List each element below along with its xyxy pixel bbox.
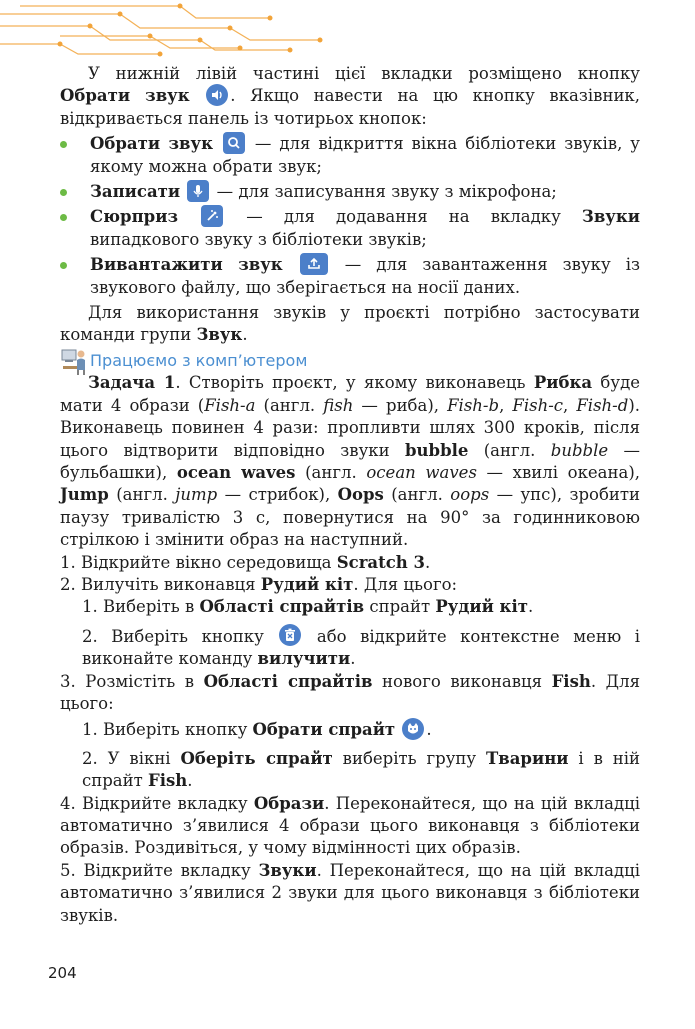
step-number: 1. <box>60 552 76 572</box>
group-paragraph <box>60 302 640 347</box>
intro-text-1: У нижній лівій частині цієї вкладки розміщено кнопку <box>88 64 640 83</box>
step-text: Виберіть кнопку <box>97 626 278 646</box>
step-bold: Звуки <box>258 860 317 880</box>
task-text: — упс), зробити паузу тривалістю 3 с, повернутися на 90° за годинниковою стрілкою і змінити образ на наступний. <box>60 485 641 550</box>
task-text: (англ. <box>295 462 367 482</box>
step-1 <box>0 552 640 574</box>
bullet-text: — для завантаження звуку із звукового файлу, що зберігається на носії даних. <box>90 255 640 297</box>
step-number: 1. <box>82 720 98 740</box>
task-italic: bubble <box>550 440 609 460</box>
choose-sound-icon <box>206 84 228 106</box>
task-italic: fish <box>323 395 354 415</box>
step-bold: Оберіть спрайт <box>180 748 333 768</box>
bullet-label: Сюрприз <box>90 207 178 227</box>
bullet-dot <box>60 141 67 148</box>
step-text: і в ній спрайт <box>82 748 641 791</box>
task-text: буде мати 4 образи ( <box>60 373 641 415</box>
bullet-dot <box>60 214 67 221</box>
task-paragraph <box>60 372 640 551</box>
intro-button-name: Обрати звук <box>60 86 190 106</box>
task-italic: Fish-a <box>204 395 256 415</box>
list-item <box>60 206 640 251</box>
step-text: . <box>187 771 193 791</box>
step-text: . <box>425 552 431 572</box>
step-bold: вилучити <box>257 649 351 669</box>
step-text: або відкрийте контекстне меню і виконайте команду <box>82 626 640 669</box>
step-bold: Області спрайтів <box>199 597 365 617</box>
page-number: 204 <box>48 964 77 982</box>
task-bold: ocean waves <box>176 462 296 482</box>
step-text: . <box>527 597 534 617</box>
task-bold: bubble <box>405 440 469 460</box>
computer-work-icon <box>60 346 88 376</box>
bullet-label: Вивантажити звук <box>90 255 283 275</box>
list-item <box>60 181 640 203</box>
step-text: . <box>350 649 356 669</box>
surprise-icon <box>201 205 223 227</box>
task-text: — риба), <box>353 395 448 415</box>
task-italic: ocean waves <box>366 462 477 482</box>
group-text-2: . <box>242 325 248 345</box>
step-bold: Обрати спрайт <box>252 720 396 740</box>
task-italic: jump <box>175 485 218 505</box>
bullet-bold: Звуки <box>581 207 641 227</box>
section-heading <box>60 350 640 372</box>
step-4 <box>60 793 640 860</box>
header-decoration <box>0 0 330 60</box>
step-text: Розмістіть в <box>75 671 204 691</box>
step-text: . Для цього: <box>60 671 640 713</box>
group-text-1: Для використання звуків у проєкті потрібно застосувати команди групи <box>60 303 640 345</box>
step-text: нового виконавця <box>372 671 552 691</box>
step-number: 4. <box>60 793 76 813</box>
task-text: — стрибок), <box>217 485 338 505</box>
task-bold: Jump <box>60 485 109 505</box>
step-text: . Переконайтеся, що на цій вкладці автоматично з’явилися 2 звуки для цього виконавця з бібліотеки звуків. <box>60 860 640 925</box>
section-title: Працюємо з комп’ютером <box>90 350 308 370</box>
task-text: , <box>499 395 513 415</box>
step-text: спрайт <box>364 597 436 617</box>
step-number: 1. <box>82 597 98 617</box>
task-text: ). Виконавець повинен 4 рази: пропливти шлях 300 кроків, після цього відтворити відповідно звуки <box>60 395 641 460</box>
step-bold: Scratch 3 <box>336 552 426 572</box>
step-3-2 <box>82 748 640 793</box>
microphone-icon <box>187 180 209 202</box>
upload-icon <box>300 253 328 275</box>
step-text: Відкрийте вкладку <box>75 860 259 880</box>
task-bold: Рибка <box>533 373 593 393</box>
step-2-2 <box>82 626 640 671</box>
step-3-1 <box>82 719 640 741</box>
step-text: . Переконайтеся, що на цій вкладці автоматично з’явилися 4 образи цього виконавця з бібліотеки образів. Роздивіться, у чому відмінності цих образів. <box>60 793 640 858</box>
step-text: Виберіть в <box>97 597 200 617</box>
bullet-text-2: випадкового звуку з бібліотеки звуків; <box>90 229 427 249</box>
step-bold: Області спрайтів <box>203 671 373 691</box>
bullet-dot <box>60 189 67 196</box>
task-bold: Oops <box>337 485 384 505</box>
bullet-text: — для відкриття вікна бібліотеки звуків, у якому можна обрати звук; <box>90 134 640 176</box>
step-number: 2. <box>82 748 98 768</box>
step-text: У вікні <box>97 748 181 768</box>
step-text: Відкрийте вікно середовища <box>75 552 337 572</box>
step-text: Виберіть кнопку <box>97 720 253 740</box>
list-item <box>60 133 640 178</box>
step-bold: Fish <box>148 771 188 791</box>
step-text: Відкрийте вкладку <box>75 793 254 813</box>
group-bold: Звук <box>196 325 243 345</box>
list-item <box>60 254 640 299</box>
intro-paragraph <box>60 63 640 130</box>
task-label: Задача 1 <box>88 373 176 393</box>
step-bold: Образи <box>253 793 325 813</box>
step-number: 3. <box>60 671 76 691</box>
step-5 <box>60 860 640 927</box>
step-number: 2. <box>60 574 76 594</box>
choose-sprite-icon <box>402 718 424 740</box>
intro-text-2: . Якщо навести на цю кнопку вказівник, відкривається панель із чотирьох кнопок: <box>60 86 640 128</box>
task-italic: Fish-d <box>576 395 629 415</box>
bullet-text: — для записування звуку з мікрофона; <box>211 182 557 202</box>
bullet-label: Обрати звук <box>90 134 213 154</box>
button-list <box>60 133 640 299</box>
task-text: (англ. <box>255 395 324 415</box>
step-text: Вилучіть виконавця <box>75 574 261 594</box>
step-number: 2. <box>82 626 98 646</box>
main-text <box>60 63 640 927</box>
step-text: . <box>426 720 432 740</box>
step-3 <box>60 671 640 716</box>
task-text: (англ. <box>108 485 176 505</box>
task-text: — хвилі океана), <box>476 462 640 482</box>
search-icon <box>223 132 245 154</box>
task-text: (англ. <box>468 440 551 460</box>
step-2 <box>60 574 640 596</box>
task-text: — бульбашки), <box>60 440 641 482</box>
step-bold: Fish <box>551 671 591 691</box>
step-text: . Для цього: <box>353 574 458 594</box>
step-bold: Рудий кіт <box>260 574 354 594</box>
task-text: , <box>563 395 577 415</box>
step-bold: Рудий кіт <box>435 597 528 617</box>
task-italic: Fish-b <box>447 395 500 415</box>
task-text: . Створіть проєкт, у якому виконавець <box>175 373 534 393</box>
bullet-label: Записати <box>90 182 181 202</box>
step-text: виберіть групу <box>332 748 486 768</box>
step-2-1 <box>82 596 640 618</box>
trash-icon <box>279 624 301 646</box>
step-number: 5. <box>60 860 76 880</box>
bullet-text: — для додавання на вкладку <box>225 207 582 227</box>
task-italic: oops <box>450 485 490 505</box>
bullet-dot <box>60 262 67 269</box>
step-bold: Тварини <box>486 748 569 768</box>
task-text: (англ. <box>383 485 451 505</box>
task-italic: Fish-c <box>512 395 564 415</box>
